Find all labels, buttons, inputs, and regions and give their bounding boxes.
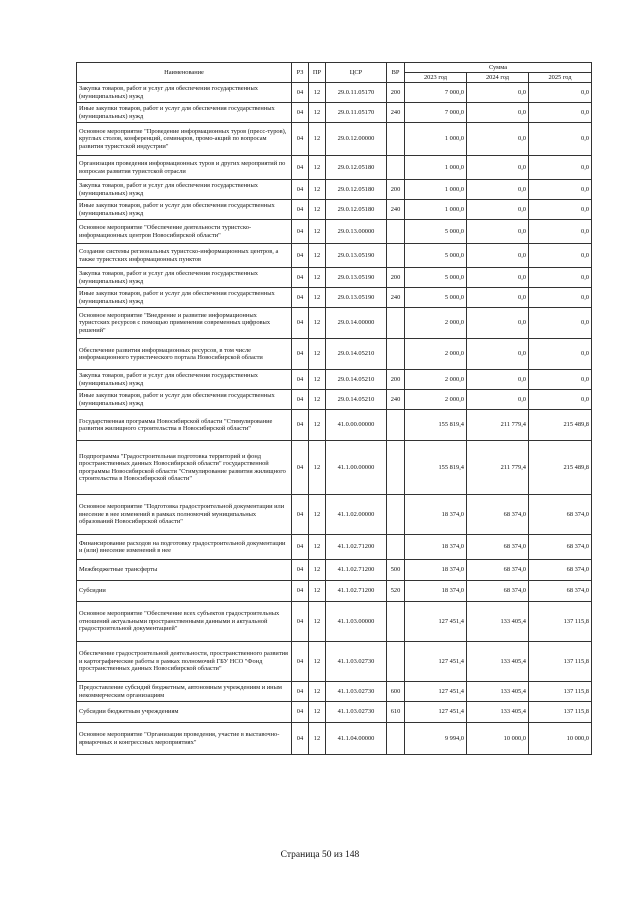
row-amount-2023: 1 000,0 [405, 180, 467, 200]
row-amount-2025: 137 115,8 [529, 642, 592, 682]
row-amount-2024: 0,0 [467, 308, 529, 339]
row-csr: 29.0.14.00000 [326, 308, 387, 339]
header-year-2025: 2025 год [529, 73, 592, 83]
row-pr: 12 [309, 83, 326, 103]
row-vr [387, 220, 405, 244]
row-name: Иные закупки товаров, работ и услуг для обеспечения государственных (муниципальных) нужд [77, 103, 292, 123]
row-rz: 04 [292, 370, 309, 390]
row-rz: 04 [292, 560, 309, 581]
row-amount-2025: 0,0 [529, 103, 592, 123]
row-rz: 04 [292, 535, 309, 560]
row-amount-2025: 0,0 [529, 180, 592, 200]
row-vr [387, 441, 405, 495]
row-name: Подпрограмма "Градостроительная подготовка территорий и фонд пространственных данных Новосибирской области" государственной программы Новосибирской области "Стимулирование развития жилищного строительства в Новосибирской области" [77, 441, 292, 495]
row-name: Создание системы региональных туристско-информационных центров, а также туристских информационных пунктов [77, 244, 292, 268]
row-amount-2025: 0,0 [529, 268, 592, 288]
row-amount-2025: 10 000,0 [529, 723, 592, 755]
row-name: Основное мероприятие "Обеспечение деятельности туристско-информационных центров Новосибирской области" [77, 220, 292, 244]
table-row [77, 156, 592, 180]
row-name: Обеспечение градостроительной деятельности, пространственного развития и картографические работы в рамках полномочий ГБУ НСО "Фонд пространственных данных Новосибирской области" [77, 642, 292, 682]
row-amount-2025: 0,0 [529, 200, 592, 220]
row-amount-2023: 9 994,0 [405, 723, 467, 755]
row-pr: 12 [309, 370, 326, 390]
row-csr: 29.0.14.05210 [326, 390, 387, 410]
row-rz: 04 [292, 495, 309, 535]
row-name: Основное мероприятие "Обеспечение всех субъектов градостроительных отношений актуальными пространственными данными и актуальной градостроительной документацией" [77, 602, 292, 642]
row-amount-2024: 0,0 [467, 83, 529, 103]
row-amount-2023: 18 374,0 [405, 495, 467, 535]
row-name: Субсидии [77, 581, 292, 602]
row-amount-2025: 0,0 [529, 390, 592, 410]
table-row [77, 268, 592, 288]
row-name: Закупка товаров, работ и услуг для обеспечения государственных (муниципальных) нужд [77, 83, 292, 103]
row-amount-2025: 215 489,8 [529, 441, 592, 495]
row-csr: 41.0.00.00000 [326, 410, 387, 441]
row-amount-2024: 68 374,0 [467, 535, 529, 560]
row-amount-2024: 0,0 [467, 180, 529, 200]
row-pr: 12 [309, 723, 326, 755]
row-amount-2025: 215 489,8 [529, 410, 592, 441]
row-amount-2023: 18 374,0 [405, 535, 467, 560]
budget-table [76, 62, 592, 755]
table-row [77, 200, 592, 220]
row-amount-2025: 68 374,0 [529, 535, 592, 560]
row-pr: 12 [309, 495, 326, 535]
table-row [77, 602, 592, 642]
row-amount-2025: 0,0 [529, 220, 592, 244]
header-year-2024: 2024 год [467, 73, 529, 83]
row-csr: 41.1.03.02730 [326, 682, 387, 702]
row-vr: 240 [387, 390, 405, 410]
row-pr: 12 [309, 244, 326, 268]
row-csr: 29.0.12.05180 [326, 180, 387, 200]
row-name: Иные закупки товаров, работ и услуг для обеспечения государственных (муниципальных) нужд [77, 288, 292, 308]
row-rz: 04 [292, 723, 309, 755]
header-vr: ВР [387, 63, 405, 83]
row-vr [387, 602, 405, 642]
page-number: Страница 50 из 148 [280, 850, 360, 860]
row-csr: 29.0.13.05190 [326, 288, 387, 308]
table-row [77, 339, 592, 370]
row-amount-2025: 0,0 [529, 308, 592, 339]
row-amount-2023: 18 374,0 [405, 560, 467, 581]
row-rz: 04 [292, 103, 309, 123]
row-amount-2024: 10 000,0 [467, 723, 529, 755]
row-csr: 41.1.02.71200 [326, 581, 387, 602]
table-body [77, 83, 592, 755]
row-pr: 12 [309, 581, 326, 602]
row-amount-2024: 133 405,4 [467, 642, 529, 682]
row-pr: 12 [309, 339, 326, 370]
row-amount-2024: 211 779,4 [467, 410, 529, 441]
row-name: Обеспечение развития информационных ресурсов, в том числе информационного туристического портала Новосибирской области [77, 339, 292, 370]
table-row [77, 702, 592, 723]
table-row [77, 723, 592, 755]
row-amount-2024: 0,0 [467, 123, 529, 156]
row-amount-2023: 127 451,4 [405, 702, 467, 723]
row-amount-2023: 5 000,0 [405, 244, 467, 268]
row-amount-2023: 1 000,0 [405, 156, 467, 180]
row-name: Организация проведения информационных туров и других мероприятий по вопросам развития туристской отрасли [77, 156, 292, 180]
row-csr: 29.0.12.05180 [326, 200, 387, 220]
table-row [77, 495, 592, 535]
row-rz: 04 [292, 83, 309, 103]
row-pr: 12 [309, 123, 326, 156]
header-rz: РЗ [292, 63, 309, 83]
table-row [77, 123, 592, 156]
table-row [77, 103, 592, 123]
row-amount-2025: 0,0 [529, 123, 592, 156]
row-amount-2023: 2 000,0 [405, 370, 467, 390]
table-row [77, 220, 592, 244]
row-pr: 12 [309, 535, 326, 560]
row-pr: 12 [309, 308, 326, 339]
row-amount-2025: 0,0 [529, 288, 592, 308]
row-name: Государственная программа Новосибирской области "Стимулирование развития жилищного строительства в Новосибирской области" [77, 410, 292, 441]
table-row [77, 535, 592, 560]
row-amount-2024: 0,0 [467, 268, 529, 288]
header-name: Наименование [77, 63, 292, 83]
row-csr: 29.0.11.05170 [326, 103, 387, 123]
row-amount-2023: 1 000,0 [405, 123, 467, 156]
row-vr: 520 [387, 581, 405, 602]
row-rz: 04 [292, 288, 309, 308]
row-vr: 200 [387, 83, 405, 103]
header-pr: ПР [309, 63, 326, 83]
row-vr: 200 [387, 370, 405, 390]
row-rz: 04 [292, 244, 309, 268]
row-amount-2023: 1 000,0 [405, 200, 467, 220]
row-csr: 29.0.11.05170 [326, 83, 387, 103]
table-row [77, 390, 592, 410]
row-csr: 29.0.14.05210 [326, 339, 387, 370]
row-name: Закупка товаров, работ и услуг для обеспечения государственных (муниципальных) нужд [77, 370, 292, 390]
row-amount-2024: 133 405,4 [467, 682, 529, 702]
row-csr: 29.0.13.00000 [326, 220, 387, 244]
row-amount-2023: 127 451,4 [405, 682, 467, 702]
row-amount-2023: 127 451,4 [405, 642, 467, 682]
row-rz: 04 [292, 410, 309, 441]
table-row [77, 180, 592, 200]
table-row [77, 370, 592, 390]
row-csr: 29.0.13.05190 [326, 268, 387, 288]
row-rz: 04 [292, 268, 309, 288]
table-row [77, 581, 592, 602]
row-amount-2023: 2 000,0 [405, 308, 467, 339]
row-vr [387, 495, 405, 535]
row-amount-2024: 0,0 [467, 288, 529, 308]
row-rz: 04 [292, 602, 309, 642]
row-vr: 200 [387, 268, 405, 288]
row-amount-2025: 0,0 [529, 244, 592, 268]
row-csr: 41.1.00.00000 [326, 441, 387, 495]
row-vr: 500 [387, 560, 405, 581]
row-name: Основное мероприятие "Проведение информационных туров (пресс-туров), круглых столов, конференций, семинаров, промо-акций по вопросам развития туристской индустрии" [77, 123, 292, 156]
row-amount-2023: 7 000,0 [405, 83, 467, 103]
row-csr: 41.1.02.71200 [326, 560, 387, 581]
row-pr: 12 [309, 156, 326, 180]
row-amount-2025: 137 115,8 [529, 682, 592, 702]
row-vr [387, 339, 405, 370]
row-pr: 12 [309, 441, 326, 495]
row-vr: 240 [387, 200, 405, 220]
table-row [77, 560, 592, 581]
row-csr: 29.0.14.05210 [326, 370, 387, 390]
row-csr: 41.1.03.00000 [326, 602, 387, 642]
row-vr [387, 123, 405, 156]
row-amount-2023: 7 000,0 [405, 103, 467, 123]
row-name: Основное мероприятие "Подготовка градостроительной документации или внесение в нее изменений в рамках полномочий муниципальных образований Новосибирской области" [77, 495, 292, 535]
row-vr [387, 723, 405, 755]
row-name: Закупка товаров, работ и услуг для обеспечения государственных (муниципальных) нужд [77, 180, 292, 200]
row-rz: 04 [292, 123, 309, 156]
row-amount-2023: 5 000,0 [405, 268, 467, 288]
row-vr: 610 [387, 702, 405, 723]
row-rz: 04 [292, 339, 309, 370]
row-name: Субсидии бюджетным учреждениям [77, 702, 292, 723]
row-vr: 240 [387, 103, 405, 123]
row-pr: 12 [309, 288, 326, 308]
row-amount-2024: 133 405,4 [467, 702, 529, 723]
row-pr: 12 [309, 390, 326, 410]
row-pr: 12 [309, 200, 326, 220]
row-pr: 12 [309, 702, 326, 723]
row-vr [387, 308, 405, 339]
row-amount-2023: 127 451,4 [405, 602, 467, 642]
header-sum: Сумма [405, 63, 592, 73]
row-rz: 04 [292, 702, 309, 723]
table-row [77, 682, 592, 702]
row-vr [387, 244, 405, 268]
row-amount-2023: 2 000,0 [405, 390, 467, 410]
row-amount-2024: 211 779,4 [467, 441, 529, 495]
table-row [77, 83, 592, 103]
row-amount-2025: 137 115,8 [529, 602, 592, 642]
row-amount-2024: 0,0 [467, 200, 529, 220]
row-amount-2024: 0,0 [467, 339, 529, 370]
row-amount-2024: 0,0 [467, 370, 529, 390]
row-name: Основное мероприятие "Внедрение и развитие информационных туристских ресурсов с помощью применения современных цифровых решений" [77, 308, 292, 339]
table-row [77, 308, 592, 339]
row-rz: 04 [292, 220, 309, 244]
row-rz: 04 [292, 682, 309, 702]
row-amount-2023: 155 819,4 [405, 410, 467, 441]
row-amount-2024: 0,0 [467, 244, 529, 268]
header-year-2023: 2023 год [405, 73, 467, 83]
row-vr [387, 642, 405, 682]
row-pr: 12 [309, 220, 326, 244]
row-name: Финансирование расходов на подготовку градостроительной документации и (или) внесение изменений в нее [77, 535, 292, 560]
row-vr [387, 410, 405, 441]
row-csr: 29.0.13.05190 [326, 244, 387, 268]
row-amount-2024: 68 374,0 [467, 495, 529, 535]
row-pr: 12 [309, 560, 326, 581]
row-name: Иные закупки товаров, работ и услуг для обеспечения государственных (муниципальных) нужд [77, 200, 292, 220]
row-amount-2023: 5 000,0 [405, 288, 467, 308]
row-amount-2024: 68 374,0 [467, 560, 529, 581]
row-rz: 04 [292, 308, 309, 339]
row-amount-2025: 68 374,0 [529, 495, 592, 535]
row-rz: 04 [292, 642, 309, 682]
row-amount-2024: 133 405,4 [467, 602, 529, 642]
table-row [77, 441, 592, 495]
row-csr: 41.1.03.02730 [326, 702, 387, 723]
row-pr: 12 [309, 410, 326, 441]
row-name: Предоставление субсидий бюджетным, автономным учреждениям и иным некоммерческим организациям [77, 682, 292, 702]
row-amount-2024: 0,0 [467, 390, 529, 410]
row-csr: 29.0.12.00000 [326, 123, 387, 156]
row-vr: 240 [387, 288, 405, 308]
table-row [77, 642, 592, 682]
row-amount-2023: 155 819,4 [405, 441, 467, 495]
row-csr: 41.1.02.71200 [326, 535, 387, 560]
row-amount-2025: 0,0 [529, 83, 592, 103]
row-pr: 12 [309, 602, 326, 642]
table-row [77, 244, 592, 268]
row-amount-2023: 18 374,0 [405, 581, 467, 602]
row-csr: 41.1.02.00000 [326, 495, 387, 535]
row-amount-2025: 0,0 [529, 156, 592, 180]
row-amount-2025: 68 374,0 [529, 560, 592, 581]
row-vr: 600 [387, 682, 405, 702]
row-rz: 04 [292, 581, 309, 602]
row-pr: 12 [309, 642, 326, 682]
row-vr [387, 156, 405, 180]
row-rz: 04 [292, 156, 309, 180]
table-row [77, 410, 592, 441]
row-name: Межбюджетные трансферты [77, 560, 292, 581]
row-amount-2024: 0,0 [467, 156, 529, 180]
row-amount-2023: 5 000,0 [405, 220, 467, 244]
row-amount-2025: 68 374,0 [529, 581, 592, 602]
row-vr: 200 [387, 180, 405, 200]
row-name: Основное мероприятие "Организация проведения, участие в выставочно-ярмарочных и конгрессных мероприятиях" [77, 723, 292, 755]
row-amount-2023: 2 000,0 [405, 339, 467, 370]
row-rz: 04 [292, 441, 309, 495]
row-csr: 41.1.04.00000 [326, 723, 387, 755]
row-amount-2025: 0,0 [529, 339, 592, 370]
row-name: Закупка товаров, работ и услуг для обеспечения государственных (муниципальных) нужд [77, 268, 292, 288]
row-name: Иные закупки товаров, работ и услуг для обеспечения государственных (муниципальных) нужд [77, 390, 292, 410]
row-amount-2025: 137 115,8 [529, 702, 592, 723]
row-vr [387, 535, 405, 560]
row-amount-2024: 0,0 [467, 103, 529, 123]
row-csr: 41.1.03.02730 [326, 642, 387, 682]
row-rz: 04 [292, 180, 309, 200]
row-amount-2025: 0,0 [529, 370, 592, 390]
row-csr: 29.0.12.05180 [326, 156, 387, 180]
row-pr: 12 [309, 103, 326, 123]
table-row [77, 288, 592, 308]
row-amount-2024: 68 374,0 [467, 581, 529, 602]
header-csr: ЦСР [326, 63, 387, 83]
budget-sheet [76, 62, 591, 755]
row-pr: 12 [309, 180, 326, 200]
row-pr: 12 [309, 268, 326, 288]
row-pr: 12 [309, 682, 326, 702]
row-amount-2024: 0,0 [467, 220, 529, 244]
row-rz: 04 [292, 200, 309, 220]
row-rz: 04 [292, 390, 309, 410]
